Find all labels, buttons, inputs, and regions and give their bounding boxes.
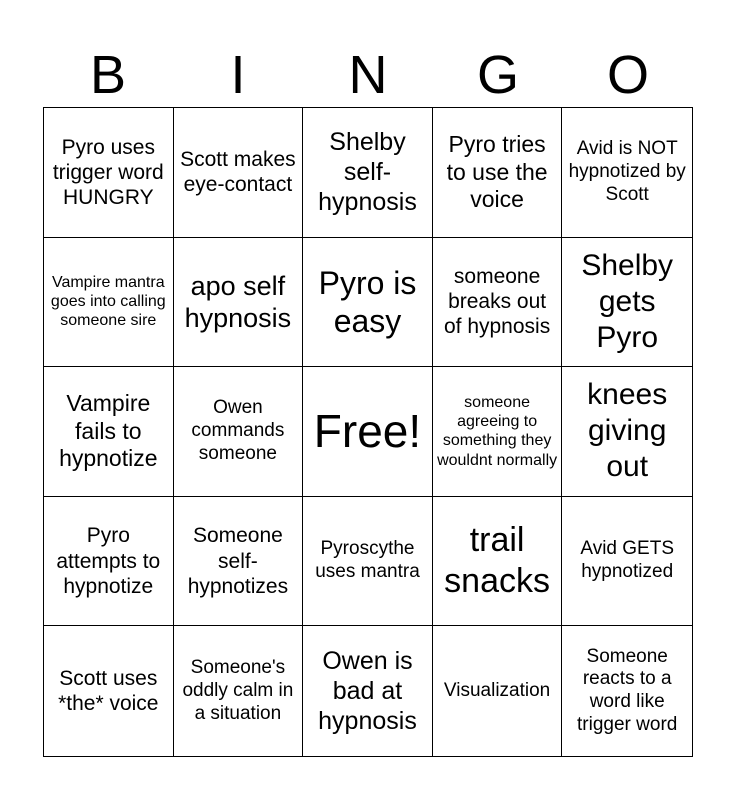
bingo-cell[interactable]: Avid is NOT hypnotized by Scott xyxy=(562,108,692,238)
bingo-cell[interactable]: someone breaks out of hypnosis xyxy=(433,238,563,368)
bingo-cell[interactable]: Pyroscythe uses mantra xyxy=(303,497,433,627)
bingo-cell[interactable]: Avid GETS hypnotized xyxy=(562,497,692,627)
bingo-cell[interactable]: Owen is bad at hypnosis xyxy=(303,626,433,756)
bingo-cell[interactable]: Someone's oddly calm in a situation xyxy=(174,626,304,756)
header-letter-b: B xyxy=(89,45,127,105)
header-letter-g: G xyxy=(476,45,519,105)
bingo-cell[interactable]: Vampire fails to hypnotize xyxy=(44,367,174,497)
bingo-cell[interactable]: someone agreeing to something they wouldnt normally xyxy=(433,367,563,497)
bingo-cell[interactable]: Shelby gets Pyro xyxy=(562,238,692,368)
bingo-cell[interactable]: Scott makes eye-contact xyxy=(174,108,304,238)
bingo-cell[interactable]: knees giving out xyxy=(562,367,692,497)
bingo-cell[interactable]: Scott uses *the* voice xyxy=(44,626,174,756)
bingo-cell-free[interactable]: Free! xyxy=(303,367,433,497)
bingo-cell[interactable]: Pyro is easy xyxy=(303,238,433,368)
bingo-cell[interactable]: trail snacks xyxy=(433,497,563,627)
bingo-header xyxy=(43,44,693,106)
bingo-cell[interactable]: Pyro tries to use the voice xyxy=(433,108,563,238)
bingo-cell[interactable]: Someone self-hypnotizes xyxy=(174,497,304,627)
header-letter-o: O xyxy=(606,45,649,105)
bingo-cell[interactable]: Someone reacts to a word like trigger word xyxy=(577,645,678,735)
bingo-cell[interactable]: Pyro attempts to hypnotize xyxy=(44,497,174,627)
bingo-cell[interactable]: apo self hypnosis xyxy=(174,238,304,368)
bingo-cell[interactable]: Pyro uses trigger word HUNGRY xyxy=(44,108,174,238)
bingo-board xyxy=(43,107,693,757)
bingo-cell[interactable]: Shelby self-hypnosis xyxy=(303,108,433,238)
header-letter-n: N xyxy=(348,45,388,105)
header-letter-i: I xyxy=(230,45,246,105)
bingo-cell[interactable]: Visualization xyxy=(433,626,563,756)
bingo-cell[interactable]: Vampire mantra goes into calling someone sire xyxy=(44,238,174,368)
bingo-cell[interactable]: Owen commands someone xyxy=(174,367,304,497)
